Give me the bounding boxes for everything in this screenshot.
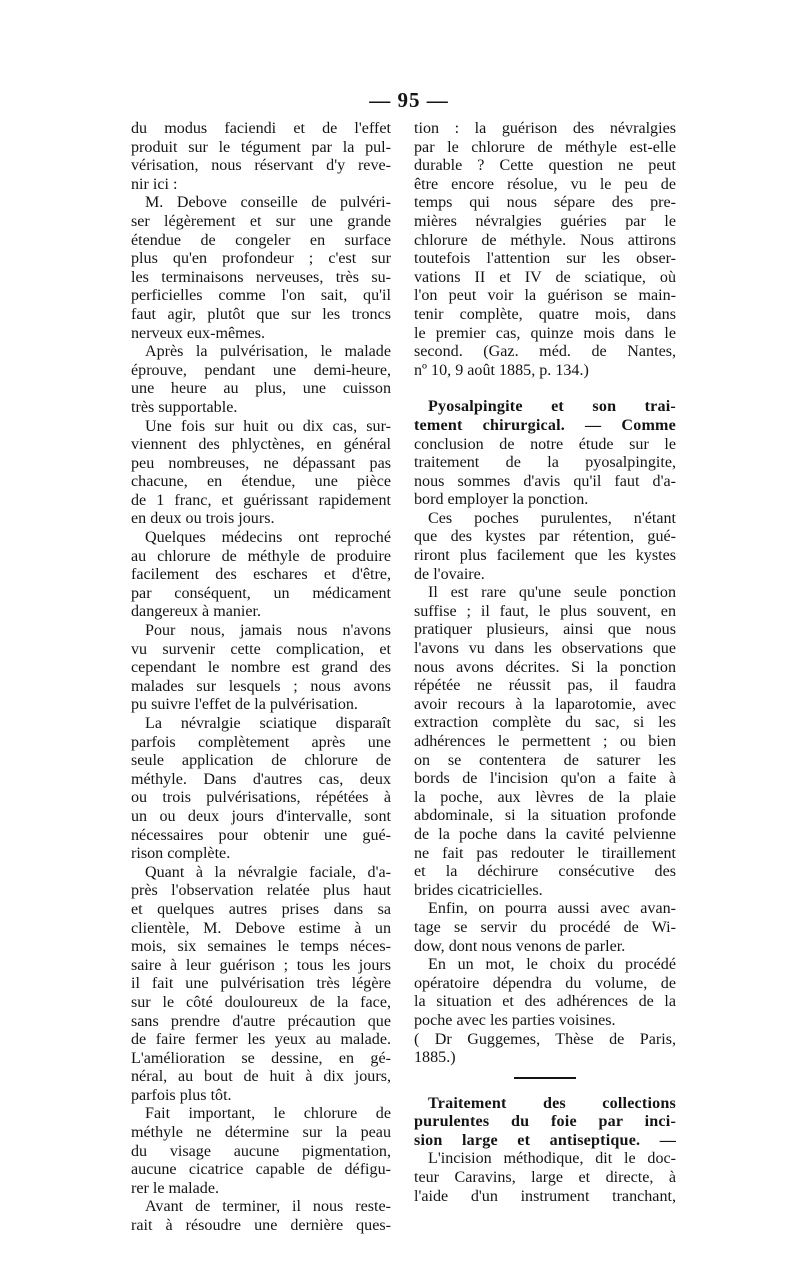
left-column-text-line: dangereux à manier. [131, 603, 262, 621]
left-column-text-line: Pour nous, jamais nous n'avons [145, 622, 391, 640]
right-column-text-line: de l'ovaire. [414, 565, 485, 583]
right-column-text-line: bord employer la ponction. [414, 491, 589, 509]
right-column-text-line: avoir recours à la laparotomie, avec [414, 695, 676, 713]
right-column-text-line: conclusion de notre étude sur le [414, 435, 676, 453]
left-column-text-line: malades sur lesquels ; nous avons [131, 677, 391, 695]
right-column-text-line: nº 10, 9 août 1885, p. 134.) [414, 361, 589, 379]
right-column-text-line: En un mot, le choix du procédé [428, 956, 676, 974]
right-column-text-line: être encore résolue, vu le peu de [414, 175, 676, 193]
left-column-text-line: peu nombreuses, ne dépassant pas [131, 454, 391, 472]
left-column-text-line: Fait important, le chlorure de [145, 1105, 391, 1123]
left-column-text-line: en deux ou trois jours. [131, 510, 275, 528]
left-column-text-line: vu survenir cette complication, et [131, 640, 391, 658]
right-column [414, 120, 676, 1206]
left-column-text-line: Quelques médecins ont reproché [145, 529, 391, 547]
left-column-text-line: une heure au plus, une cuisson [131, 380, 391, 398]
right-column-text-line: de la poche dans la cavité pelvienne [414, 825, 676, 843]
right-column-text-line: Enfin, on pourra aussi avec avan- [428, 900, 676, 918]
left-column-text-line: La névralgie sciatique disparaît [145, 715, 391, 732]
left-column-text-line: parfois complètement après une [131, 733, 391, 751]
left-column-text-line: nécessaires pour obtenir une gué- [131, 826, 391, 844]
left-column-text-line: et quelques autres prises dans sa [131, 900, 391, 918]
left-column-text-line: les terminaisons nerveuses, très su- [131, 268, 391, 286]
right-column-text-line: mières névralgies guéries par le [414, 212, 676, 230]
left-column-text-line: un ou deux jours d'intervalle, sont [131, 807, 391, 825]
left-column-text-line: mois, six semaines le temps néces- [131, 938, 391, 956]
section-divider [514, 1077, 576, 1079]
left-column-text-line: perficielles comme l'on sait, qu'il [131, 287, 391, 305]
right-column-text-line: nous sommes d'avis qu'il faut d'a- [414, 472, 676, 490]
right-column-text-line: L'incision méthodique, dit le doc- [428, 1150, 676, 1168]
left-column-text-line: aucune cicatrice capable de défigu- [131, 1161, 391, 1179]
right-column-text-line: l'on peut voir la guérison se main- [414, 287, 676, 305]
right-column-text-line: abdominale, si la situation profonde [414, 807, 676, 825]
right-column-text-line: l'aide d'un instrument tranchant, [414, 1187, 676, 1205]
right-column-text-line: dow, dont nous venons de parler. [414, 937, 626, 955]
left-column-text-line: méthyle ne détermine sur la peau [131, 1124, 391, 1142]
right-column-text-line: durable ? Cette question ne peut [414, 157, 676, 175]
left-column-text-line: M. Debove conseille de pulvéri- [145, 194, 391, 212]
right-column-text-line: tage se servir du procédé de Wi- [414, 918, 676, 936]
left-column-text-line: du modus faciendi et de l'effet [131, 120, 391, 137]
section-gap [414, 380, 676, 398]
right-column-text-line: l'avons vu dans les observations que [414, 640, 676, 658]
right-column-text-line: tion : la guérison des névralgies [414, 120, 676, 137]
right-column-text-line: poche avec les parties voisines. [414, 1011, 616, 1029]
right-column-text-line: traitement de la pyosalpingite, [414, 454, 676, 472]
right-column-text-line: bords de l'incision qu'on a faite à [414, 770, 676, 788]
section-heading-line: purulentes du foie par inci- [414, 1113, 676, 1131]
left-column-text-line: près l'observation relatée plus haut [131, 882, 391, 900]
left-column-text-line: rer le malade. [131, 1179, 220, 1197]
left-column-text-line: par conséquent, un médicament [131, 584, 391, 602]
right-column-text-line: nous avons décrites. Si la ponction [414, 658, 676, 676]
left-column-text-line: plus qu'en profondeur ; c'est sur [131, 250, 391, 268]
right-column-text-line: 1885.) [414, 1049, 456, 1067]
left-column-text-line: néral, au bout de huit à dix jours, [131, 1068, 391, 1086]
left-column-text-line: de 1 franc, et guérissant rapidement [131, 491, 391, 509]
right-column-text-line: opératoire dépendra du volume, de [414, 974, 676, 992]
left-column-text-line: du visage aucune pigmentation, [131, 1142, 391, 1160]
left-column-text-line: cependant le nombre est grand des [131, 659, 391, 677]
right-column-text-line: riront plus facilement que les kystes [414, 547, 676, 565]
left-column-text-line: vérisation, nous réservant d'y reve- [131, 157, 391, 175]
right-column-text-line: toutefois l'attention sur les obser- [414, 250, 676, 268]
right-column-text-line: que des kystes par rétention, gué- [414, 528, 676, 546]
left-column-text-line: ser légèrement et sur une grande [131, 212, 391, 230]
right-column-text-line: répétée ne réussit pas, il faudra [414, 677, 676, 695]
page-number: — 95 — [369, 88, 449, 112]
left-column-text-line: très supportable. [131, 398, 238, 416]
right-column-text-line: on se contentera de saturer les [414, 751, 676, 769]
left-column-text-line: L'amélioration se dessine, en gé- [131, 1049, 391, 1067]
left-column-text-line: au chlorure de méthyle de produire [131, 547, 391, 565]
right-column-text-line: la situation et des adhérences de la [414, 993, 676, 1011]
right-column-text-line: second. (Gaz. méd. de Nantes, [414, 343, 676, 361]
left-column-text-line: sur le côté douloureux de la face, [131, 993, 391, 1011]
right-column-text-line: par le chlorure de méthyle est-elle [414, 138, 676, 156]
left-column [131, 120, 391, 1236]
right-column-text-line: le premier cas, quinze mois dans le [414, 324, 676, 342]
right-column-text-line: ( Dr Guggemes, Thèse de Paris, [414, 1030, 676, 1048]
left-column-text-line: ou trois pulvérisations, répétées à [131, 789, 391, 807]
right-column-text-line: temps qui nous sépare des pre- [414, 194, 676, 212]
left-column-text-line: seule application de chlorure de [131, 752, 391, 770]
right-column-text-line: la poche, aux lèvres de la plaie [414, 788, 676, 806]
right-column-text-line: adhérences le permettent ; ou bien [414, 733, 676, 750]
left-column-text-line: chacune, en étendue, une pièce [131, 473, 391, 491]
right-column-text-line: Ces poches purulentes, n'étant [428, 509, 676, 527]
left-column-text-line: rison complète. [131, 845, 231, 863]
left-column-text-line: étendue de congeler en surface [131, 231, 391, 249]
left-column-text-line: produit sur le tégument par la pul- [131, 138, 391, 156]
left-column-text-line: sans prendre d'autre précaution que [131, 1012, 391, 1030]
right-column-text-line: chlorure de méthyle. Nous attirons [414, 231, 676, 249]
left-column-text-line: saire à leur guérison ; tous les jours [131, 956, 391, 974]
left-column-text-line: parfois plus tôt. [131, 1086, 232, 1104]
right-column-text-line: brides cicatricielles. [414, 881, 543, 899]
right-column-text-line: ne fait pas redouter le tiraillement [414, 844, 676, 862]
left-column-text-line: clientèle, M. Debove estime à un [131, 919, 391, 937]
right-column-text-line: teur Caravins, large et directe, à [414, 1169, 676, 1187]
left-column-text-line: il fait une pulvérisation très légère [131, 975, 391, 993]
left-column-text-line: viennent des phlyctènes, en général [131, 436, 391, 454]
left-column-text-line: nerveux eux-mêmes. [131, 324, 266, 342]
right-column-text-line: vations II et IV de sciatique, où [414, 268, 676, 286]
right-column-text-line: tenir complète, quatre mois, dans [414, 305, 676, 323]
right-column-text-line: et la déchirure consécutive des [414, 863, 676, 881]
section-heading-line: tement chirurgical. — Comme [414, 416, 676, 434]
section-heading-line: Pyosalpingite et son trai- [428, 398, 676, 416]
right-column-text-line: extraction complète du sac, si les [414, 714, 676, 732]
left-column-text-line: Quant à la névralgie faciale, d'a- [145, 863, 391, 881]
left-column-text-line: Après la pulvérisation, le malade [145, 343, 391, 361]
right-column-text-line: Il est rare qu'une seule ponction [428, 584, 676, 602]
left-column-text-line: Une fois sur huit ou dix cas, sur- [145, 417, 391, 435]
left-column-text-line: facilement des eschares et d'être, [131, 566, 391, 584]
left-column-text-line: nir ici : [131, 175, 178, 193]
left-column-text-line: pu suivre l'effet de la pulvérisation. [131, 696, 358, 714]
left-column-text-line: faut agir, plutôt que sur les troncs [131, 305, 391, 323]
section-heading-line: Traitement des collections [428, 1094, 676, 1112]
left-column-text-line: rait à résoudre une dernière ques- [131, 1217, 391, 1235]
left-column-text-line: méthyle. Dans d'autres cas, deux [131, 770, 391, 788]
section-heading-line: sion large et antiseptique. — [414, 1131, 676, 1149]
left-column-text-line: éprouve, pendant une demi-heure, [131, 361, 391, 379]
right-column-text-line: pratiquer plusieurs, ainsi que nous [414, 621, 676, 639]
left-column-text-line: Avant de terminer, il nous reste- [145, 1198, 391, 1216]
right-column-text-line: suffise ; il faut, le plus souvent, en [414, 602, 676, 620]
left-column-text-line: de faire fermer les yeux au malade. [131, 1031, 391, 1049]
